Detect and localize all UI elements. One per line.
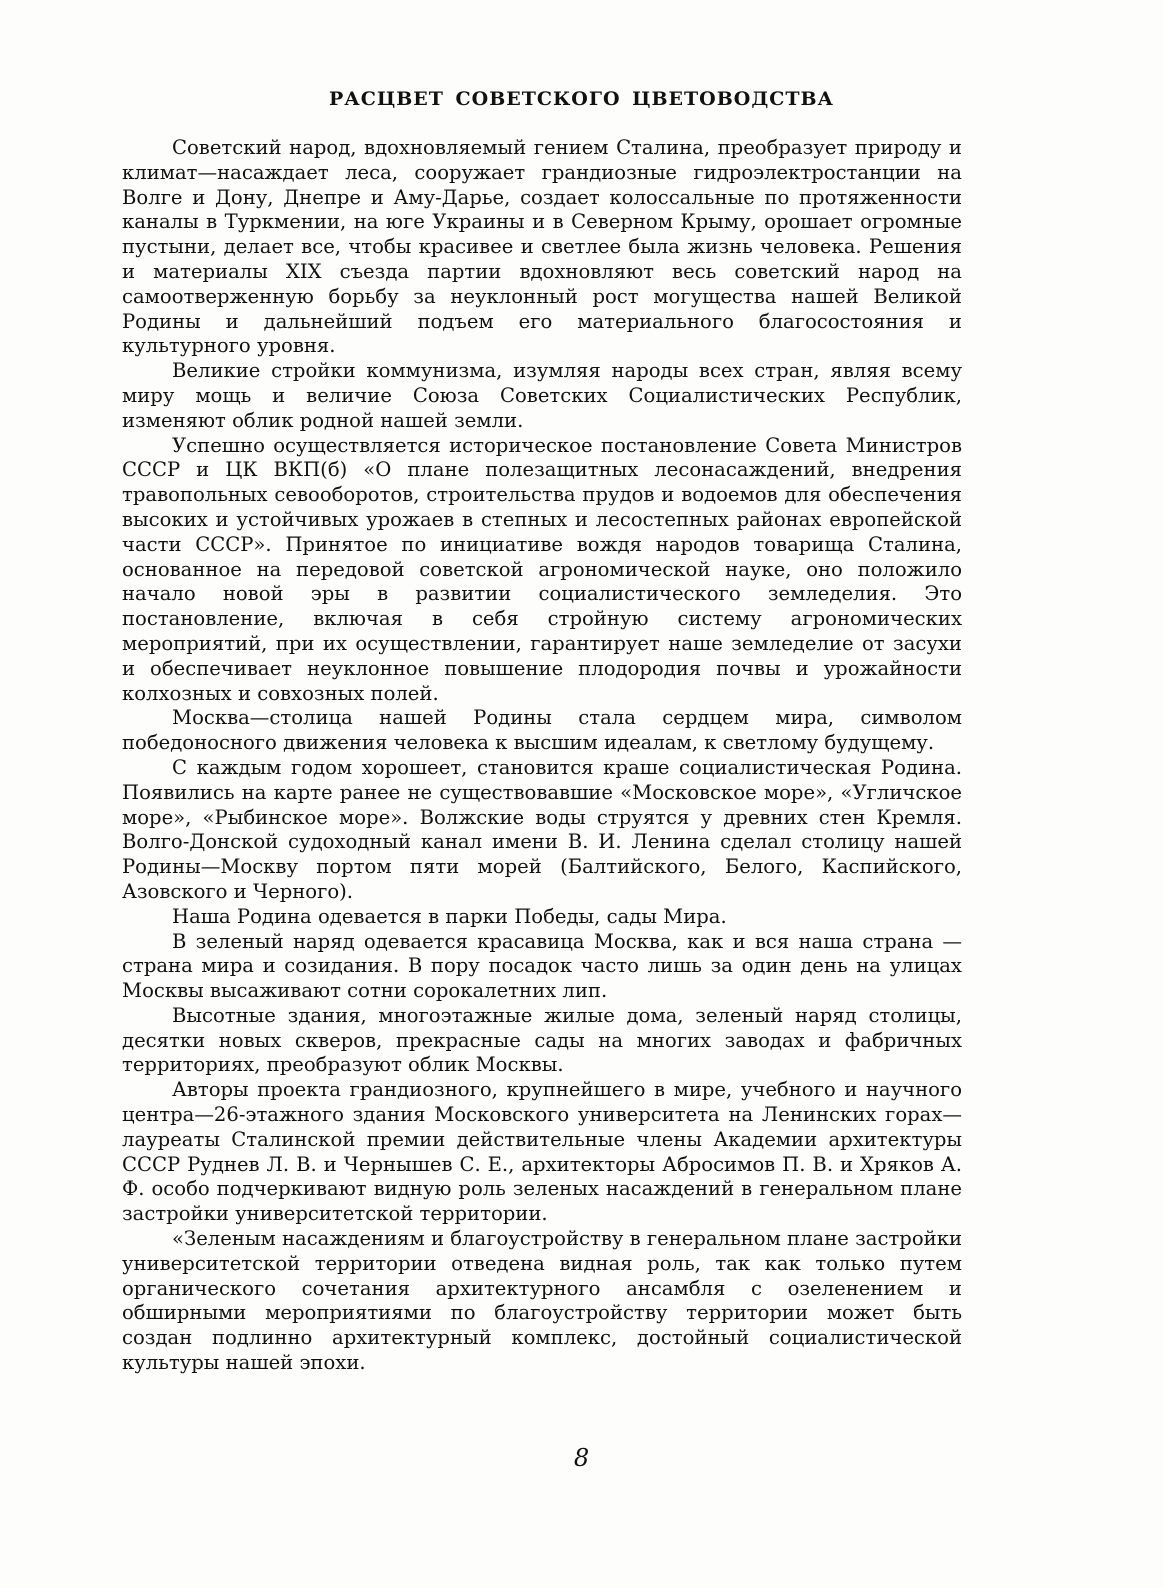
paragraph: В зеленый наряд одевается красавица Москва, как и вся наша страна — страна мира и созидания. В пору посадок часто лишь за один день на улицах Москвы высаживают сотни сорокалетних лип.	[122, 929, 962, 1003]
paragraph: Успешно осуществляется историческое постановление Совета Министров СССР и ЦК ВКП(б) «О плане полезащитных лесонасаждений, внедрения травопольных севооборотов, строительства прудов и водоемов для обеспечения высоких и устойчивых урожаев в степных и лесостепных районах европейской части СССР». Принятое по инициативе вождя народов товарища Сталина, основанное на передовой советской агрономической науке, оно положило начало новой эры в развитии социалистического земледелия. Это постановление, включая в себя стройную систему агрономических мероприятий, при их осуществлении, гарантирует наше земледелие от засухи и обеспечивает неуклонное повышение плодородия почвы и урожайности колхозных и совхозных полей.	[122, 433, 962, 705]
paragraph: «Зеленым насаждениям и благоустройству в генеральном плане застройки университетской территории отведена видная роль, так как только путем органического сочетания архитектурного ансамбля с озеленением и обширными мероприятиями по благоустройству территории может быть создан подлинно архитектурный комплекс, достойный социалистической культуры нашей эпохи.	[122, 1227, 962, 1375]
page-number: 8	[573, 1444, 590, 1472]
paragraph: Наша Родина одевается в парки Победы, сады Мира.	[172, 904, 727, 928]
paragraph: Великие стройки коммунизма, изумляя народы всех стран, являя всему миру мощь и величие Союза Советских Социалистических Республик, изменяют облик родной нашей земли.	[122, 359, 962, 432]
paragraph: Москва—столица нашей Родины стала сердцем мира, символом победоносного движения человека к высшим идеалам, к светлому будущему.	[122, 706, 962, 755]
paragraph: Советский народ, вдохновляемый гением Сталина, преобразует природу и климат—насаждает леса, сооружает грандиозные гидроэлектростанции на Волге и Дону, Днепре и Аму-Дарье, создает колоссальные по протяженности каналы в Туркмении, на юге Украины и в Северном Крыму, орошает огромные пустыни, делает все, чтобы красивее и светлее была жизнь человека. Решения и материалы XIX съезда партии вдохновляют весь советский народ на самоотверженную борьбу за неуклонный рост могущества нашей Великой Родины и дальнейший подъем его материального благосостояния и культурного уровня.	[122, 136, 962, 358]
paragraph: Высотные здания, многоэтажные жилые дома, зеленый наряд столицы, десятки новых скверов, прекрасные сады на многих заводах и фабричных территориях, преобразуют облик Москвы.	[122, 1003, 962, 1077]
paragraph: Авторы проекта грандиозного, крупнейшего в мире, учебного и научного центра—26-этажного здания Московского университета на Ленинских горах—лауреаты Сталинской премии действительные члены Академии архитектуры СССР Руднев Л. В. и Чернышев С. Е., архитекторы Абросимов П. В. и Хряков А. Ф. особо подчеркивают видную роль зеленых насаждений в генеральном плане застройки университетской территории.	[122, 1078, 962, 1226]
chapter-title: РАСЦВЕТ СОВЕТСКОГО ЦВЕТОВОДСТВА	[328, 88, 835, 110]
paragraph: С каждым годом хорошеет, становится краше социалистическая Родина. Появились на карте ранее не существовавшие «Московское море», «Угличское море», «Рыбинское море». Волжские воды струятся у древних стен Кремля. Волго-Донской судоходный канал имени В. И. Ленина сделал столицу нашей Родины—Москву портом пяти морей (Балтийского, Белого, Каспийского, Азовского и Черного).	[122, 755, 962, 903]
body-text	[122, 136, 962, 1376]
